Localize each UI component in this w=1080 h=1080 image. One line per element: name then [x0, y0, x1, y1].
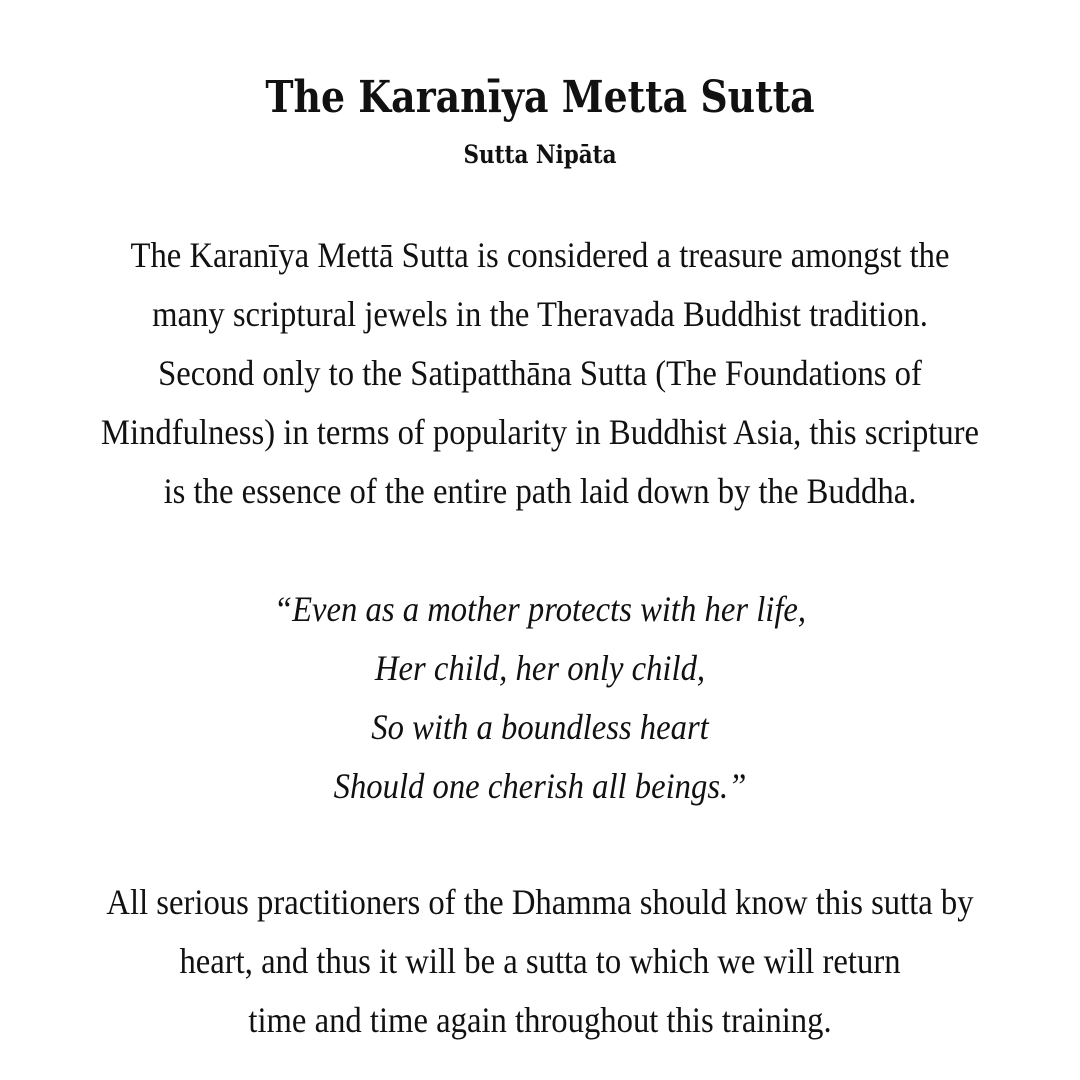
intro-line: The Karanīya Mettā Sutta is considered a treasure amongst the — [130, 235, 950, 275]
closing-line: time and time again throughout this training. — [248, 1000, 832, 1040]
quote-line: So with a boundless heart — [371, 707, 709, 747]
closing-line: All serious practitioners of the Dhamma should know this sutta by — [106, 882, 974, 922]
intro-line: Mindfulness) in terms of popularity in Buddhist Asia, this scripture — [100, 412, 980, 452]
page-subtitle: Sutta Nipāta — [463, 140, 617, 169]
closing-paragraph — [43, 873, 1037, 1050]
closing-line: heart, and thus it will be a sutta to which we will return — [179, 941, 901, 981]
quote-line: Should one cherish all beings.” — [333, 766, 747, 806]
page-title: The Karanīya Metta Sutta — [265, 72, 815, 123]
intro-line: many scriptural jewels in the Theravada Buddhist tradition. — [152, 294, 928, 334]
verse-quote — [43, 580, 1037, 816]
quote-line: “Even as a mother protects with her life, — [273, 589, 807, 629]
intro-line: is the essence of the entire path laid down by the Buddha. — [163, 471, 917, 511]
intro-line: Second only to the Satipatthāna Sutta (The Foundations of — [158, 353, 922, 393]
intro-paragraph — [43, 226, 1037, 521]
quote-line: Her child, her only child, — [374, 648, 706, 688]
